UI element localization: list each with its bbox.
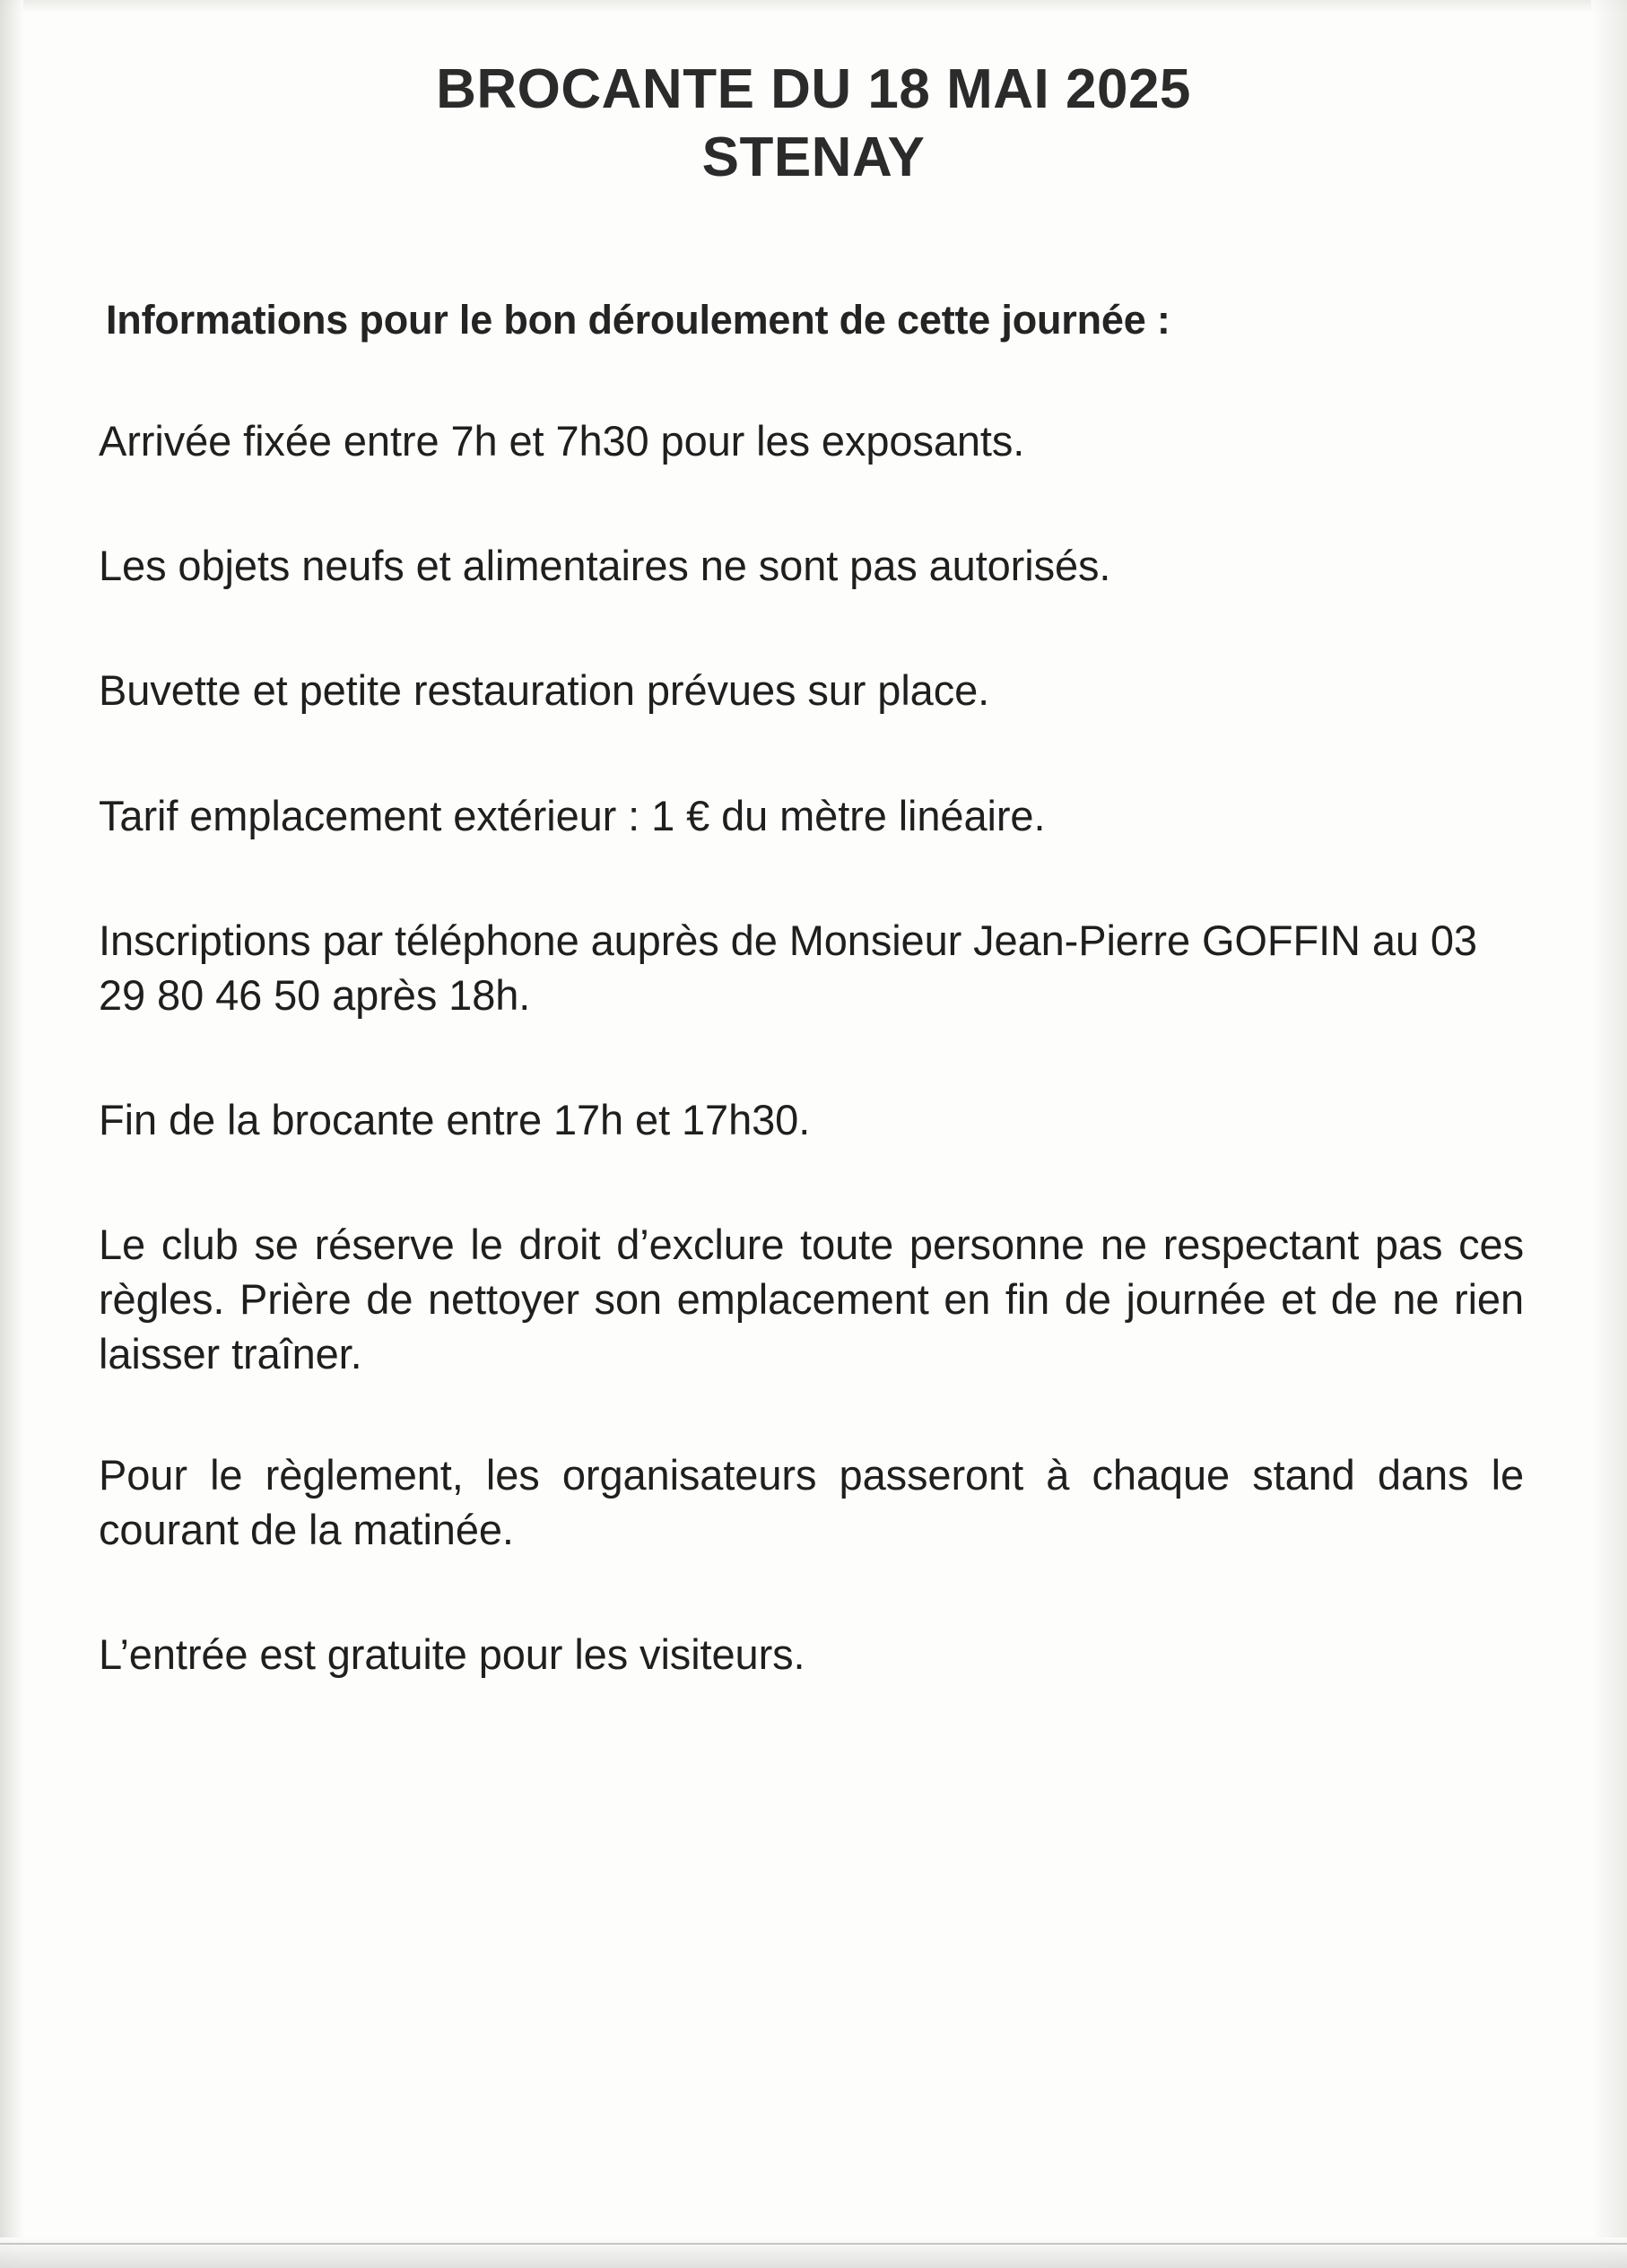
paragraph-end-time: Fin de la brocante entre 17h et 17h30. [99,1095,811,1143]
paragraph-registration: Inscriptions par téléphone auprès de Monsieur Jean-Pierre GOFFIN au 03 29 80 46 50 après 18h. [99,916,1477,1019]
paragraph-refreshments: Buvette et petite restauration prévues sur place. [99,666,990,715]
page-title-line-1: BROCANTE DU 18 MAI 2025 [436,58,1191,120]
page-title [0,0,1627,191]
paragraph-rules: Le club se réserve le droit d’exclure toute personne ne respectant pas ces règles. Prière de nettoyer son emplacement en fin de journée et de ne rien laisser traîner. [99,1220,1524,1378]
page-title-line-2: STENAY [701,126,926,188]
paragraph-payment: Pour le règlement, les organisateurs passeront à chaque stand dans le courant de la matinée. [99,1451,1524,1554]
paragraph-prohibited-items: Les objets neufs et alimentaires ne sont pas autorisés. [99,542,1111,590]
paragraph-pricing: Tarif emplacement extérieur : 1 € du mètre linéaire. [99,791,1046,839]
paragraph-free-entry: L’entrée est gratuite pour les visiteurs. [99,1630,805,1679]
paragraph-arrival: Arrivée fixée entre 7h et 7h30 pour les exposants. [99,417,1025,465]
scan-bottom-rule [0,2243,1627,2245]
intro-heading: Informations pour le bon déroulement de cette journée : [106,297,1170,343]
